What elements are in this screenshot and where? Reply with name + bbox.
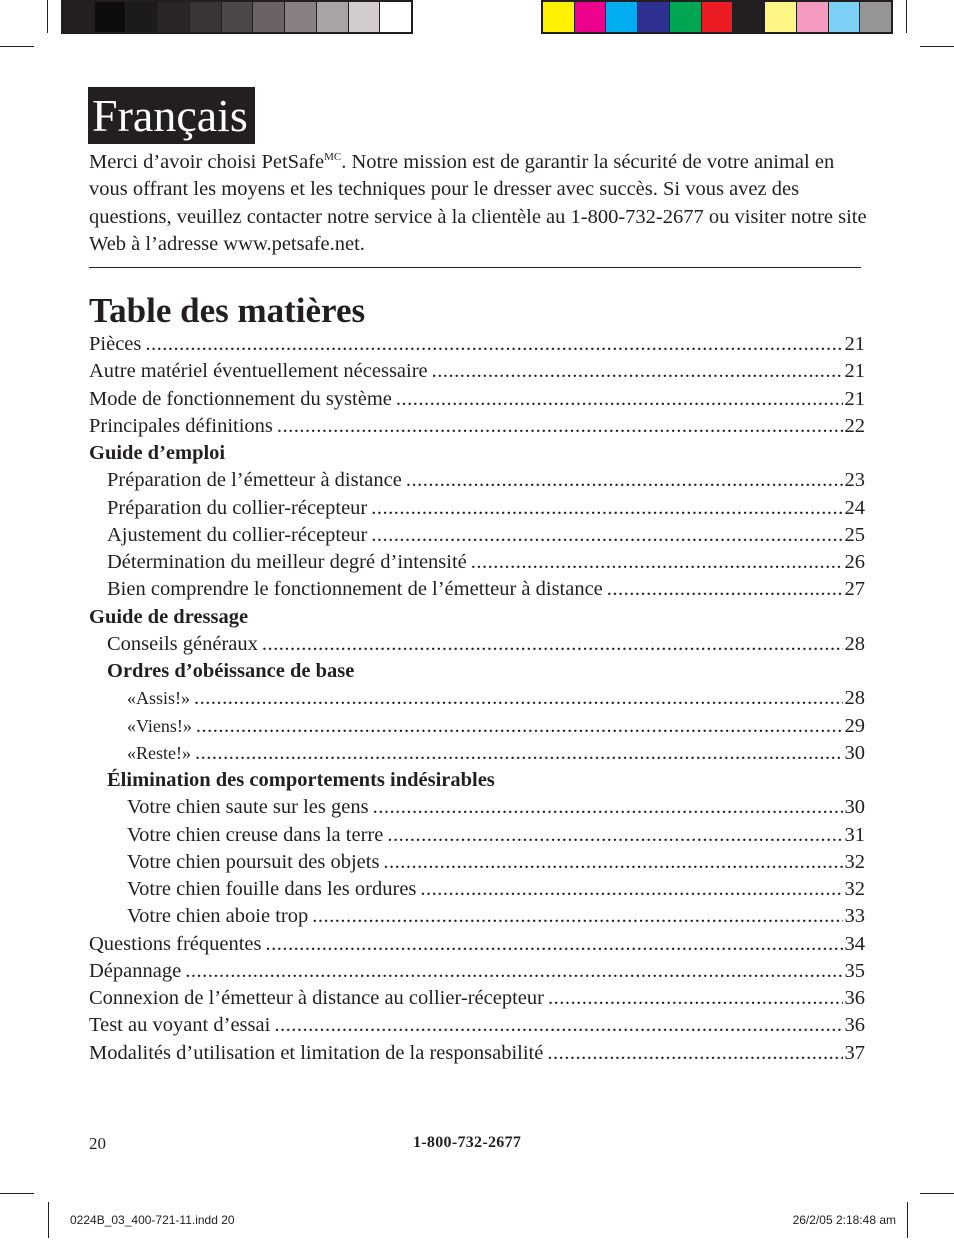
toc-entry-label: «Reste!» [127,742,191,763]
crop-mark [906,0,907,33]
toc-page-number: 31 [844,823,865,846]
intro-text-before: Merci d’avoir choisi PetSafe [89,151,325,173]
toc-entry-label: Principales définitions [89,414,273,437]
dot-leader [396,386,843,413]
crop-mark [920,1193,954,1194]
toc-entry[interactable] [89,413,865,440]
dot-leader [547,1040,842,1067]
toc-entry-label: Pièces [89,333,142,355]
dot-leader [420,876,842,903]
toc-entry-label: Connexion de l’émetteur à distance au collier-récepteur [89,987,544,1009]
dot-leader [266,931,843,958]
toc-entry[interactable] [89,522,865,549]
slug-filename: 0224B_03_400-721-11.indd 20 [70,1213,235,1227]
color-swatch [575,2,607,32]
color-swatch [829,2,861,32]
toc-entry-label: Questions fréquentes [89,932,262,955]
toc-entry[interactable] [89,549,865,576]
dot-leader [371,522,842,549]
toc-entry-label: «Viens!» [127,715,192,736]
dot-leader [185,958,842,985]
dot-leader [274,1012,842,1039]
toc-entry[interactable] [89,713,865,740]
gray-swatch [285,2,317,32]
crop-mark [47,0,48,33]
toc-entry-label: Dépannage [89,959,182,982]
toc-entry-label: Autre matériel éventuellement nécessaire [89,360,428,383]
color-swatch [765,2,797,32]
toc-page-number: 37 [844,1041,865,1064]
dot-leader [371,495,842,522]
toc-heading-label: Élimination des comportements indésirables [107,769,495,791]
toc-entry-label: Ajustement du collier-récepteur [107,523,368,546]
gray-swatch [158,2,190,32]
section-divider [89,267,861,268]
intro-paragraph [89,149,869,259]
gray-swatch [126,2,158,32]
dot-leader [406,467,843,494]
toc-page-number: 21 [844,360,865,383]
toc-entry[interactable] [89,495,865,522]
dot-leader [471,549,843,576]
dot-leader [432,358,843,385]
page-number: 20 [89,1134,106,1153]
toc-entry[interactable] [89,467,865,494]
toc-entry-label: Préparation de l’émetteur à distance [107,469,402,492]
toc-entry[interactable] [89,685,865,712]
toc-page-number: 25 [844,523,865,546]
toc-page-number: 30 [844,741,865,764]
toc-heading-label: Guide de dressage [89,605,249,628]
dot-leader [387,822,842,849]
toc-entry[interactable] [89,331,865,358]
toc-entry-label: Votre chien saute sur les gens [127,796,369,819]
toc-page-number: 32 [844,878,865,900]
toc-heading-label: Ordres d’obéissance de base [107,660,355,682]
dot-leader [195,740,843,767]
color-swatch [702,2,734,32]
toc-entry-label: Modalités d’utilisation et limitation de la responsabilité [89,1041,544,1064]
toc-entry[interactable] [89,358,865,385]
dot-leader [607,576,843,603]
gray-swatch [349,2,381,32]
grayscale-color-bar [61,0,413,34]
color-swatch [733,2,765,32]
crop-mark [920,46,954,47]
table-of-contents [89,331,865,1067]
toc-subsection-heading [89,767,865,794]
toc-entry-label: «Assis!» [127,688,191,709]
toc-entry[interactable] [89,985,865,1012]
toc-entry-label: Test au voyant d’essai [89,1014,271,1037]
language-label: Français [88,87,255,144]
toc-entry-label: Détermination du meilleur degré d’intensité [107,551,467,573]
process-color-bar [541,0,893,34]
toc-entry-label: Votre chien poursuit des objets [127,850,380,873]
dot-leader [548,985,843,1012]
toc-entry[interactable] [89,849,865,876]
toc-entry[interactable] [89,740,865,767]
dot-leader [262,631,843,658]
trademark-superscript: MC [324,151,342,163]
toc-entry[interactable] [89,903,865,930]
toc-page-number: 21 [844,387,865,410]
color-swatch [638,2,670,32]
toc-page-number: 22 [844,414,865,437]
toc-entry-label: Bien comprendre le fonctionnement de l’émetteur à distance [107,578,603,601]
toc-entry[interactable] [89,1012,865,1039]
toc-page-number: 26 [844,551,865,573]
gray-swatch [317,2,349,32]
dot-leader [312,903,842,930]
toc-page-number: 27 [844,578,865,601]
color-swatch [797,2,829,32]
gray-swatch [95,2,127,32]
toc-section-heading [89,440,865,467]
toc-entry[interactable] [89,794,865,821]
gray-swatch [63,2,95,32]
dot-leader [196,713,843,740]
gray-swatch [222,2,254,32]
toc-entry-label: Préparation du collier-récepteur [107,496,368,519]
toc-entry[interactable] [89,1040,865,1067]
toc-entry[interactable] [89,876,865,903]
toc-page-number: 34 [844,932,865,955]
gray-swatch [380,2,411,32]
crop-mark [0,1193,34,1194]
gray-swatch [253,2,285,32]
print-slug [48,1202,908,1238]
toc-title: Table des matières [89,291,366,330]
color-swatch [543,2,575,32]
toc-page-number: 36 [844,1014,865,1037]
toc-entry[interactable] [89,631,865,658]
dot-leader [373,794,843,821]
crop-mark [0,46,34,47]
toc-page-number: 21 [844,333,865,355]
toc-entry[interactable] [89,822,865,849]
footer-phone-number: 1-800-732-2677 [413,1134,522,1151]
dot-leader [194,685,842,712]
toc-page-number: 24 [844,496,865,519]
toc-entry-label: Votre chien creuse dans la terre [127,823,384,846]
dot-leader [277,413,843,440]
toc-page-number: 36 [844,987,865,1009]
dot-leader [145,331,842,358]
toc-heading-label: Guide d’emploi [89,442,226,464]
toc-entry-label: Votre chien aboie trop [127,905,309,928]
dot-leader [383,849,842,876]
toc-entry-label: Mode de fonctionnement du système [89,387,392,410]
toc-page-number: 28 [844,632,865,655]
toc-page-number: 28 [844,687,865,710]
toc-entry-label: Conseils généraux [107,632,258,655]
toc-entry[interactable] [89,958,865,985]
toc-section-heading [89,604,865,631]
toc-page-number: 33 [844,905,865,928]
toc-page-number: 35 [844,959,865,982]
toc-page-number: 23 [844,469,865,492]
intro-text-after: . Notre mission est de garantir la sécurité de votre animal en vous offrant les moyens et les techniques pour le dresser avec succès. Si vous avez des questions, veuillez contacter notre service à la clientèle au 1-800-732-2677 ou visiter notre site Web à l’adresse www.petsafe.net. [89,151,867,256]
slug-timestamp: 26/2/05 2:18:48 am [792,1213,896,1227]
toc-page-number: 30 [844,796,865,819]
toc-page-number: 29 [844,714,865,737]
toc-entry[interactable] [89,576,865,603]
toc-entry-label: Votre chien fouille dans les ordures [127,878,417,900]
gray-swatch [190,2,222,32]
color-swatch [606,2,638,32]
toc-entry[interactable] [89,386,865,413]
color-swatch [670,2,702,32]
toc-subsection-heading [89,658,865,685]
toc-entry[interactable] [89,931,865,958]
toc-page-number: 32 [844,850,865,873]
color-swatch [860,2,891,32]
